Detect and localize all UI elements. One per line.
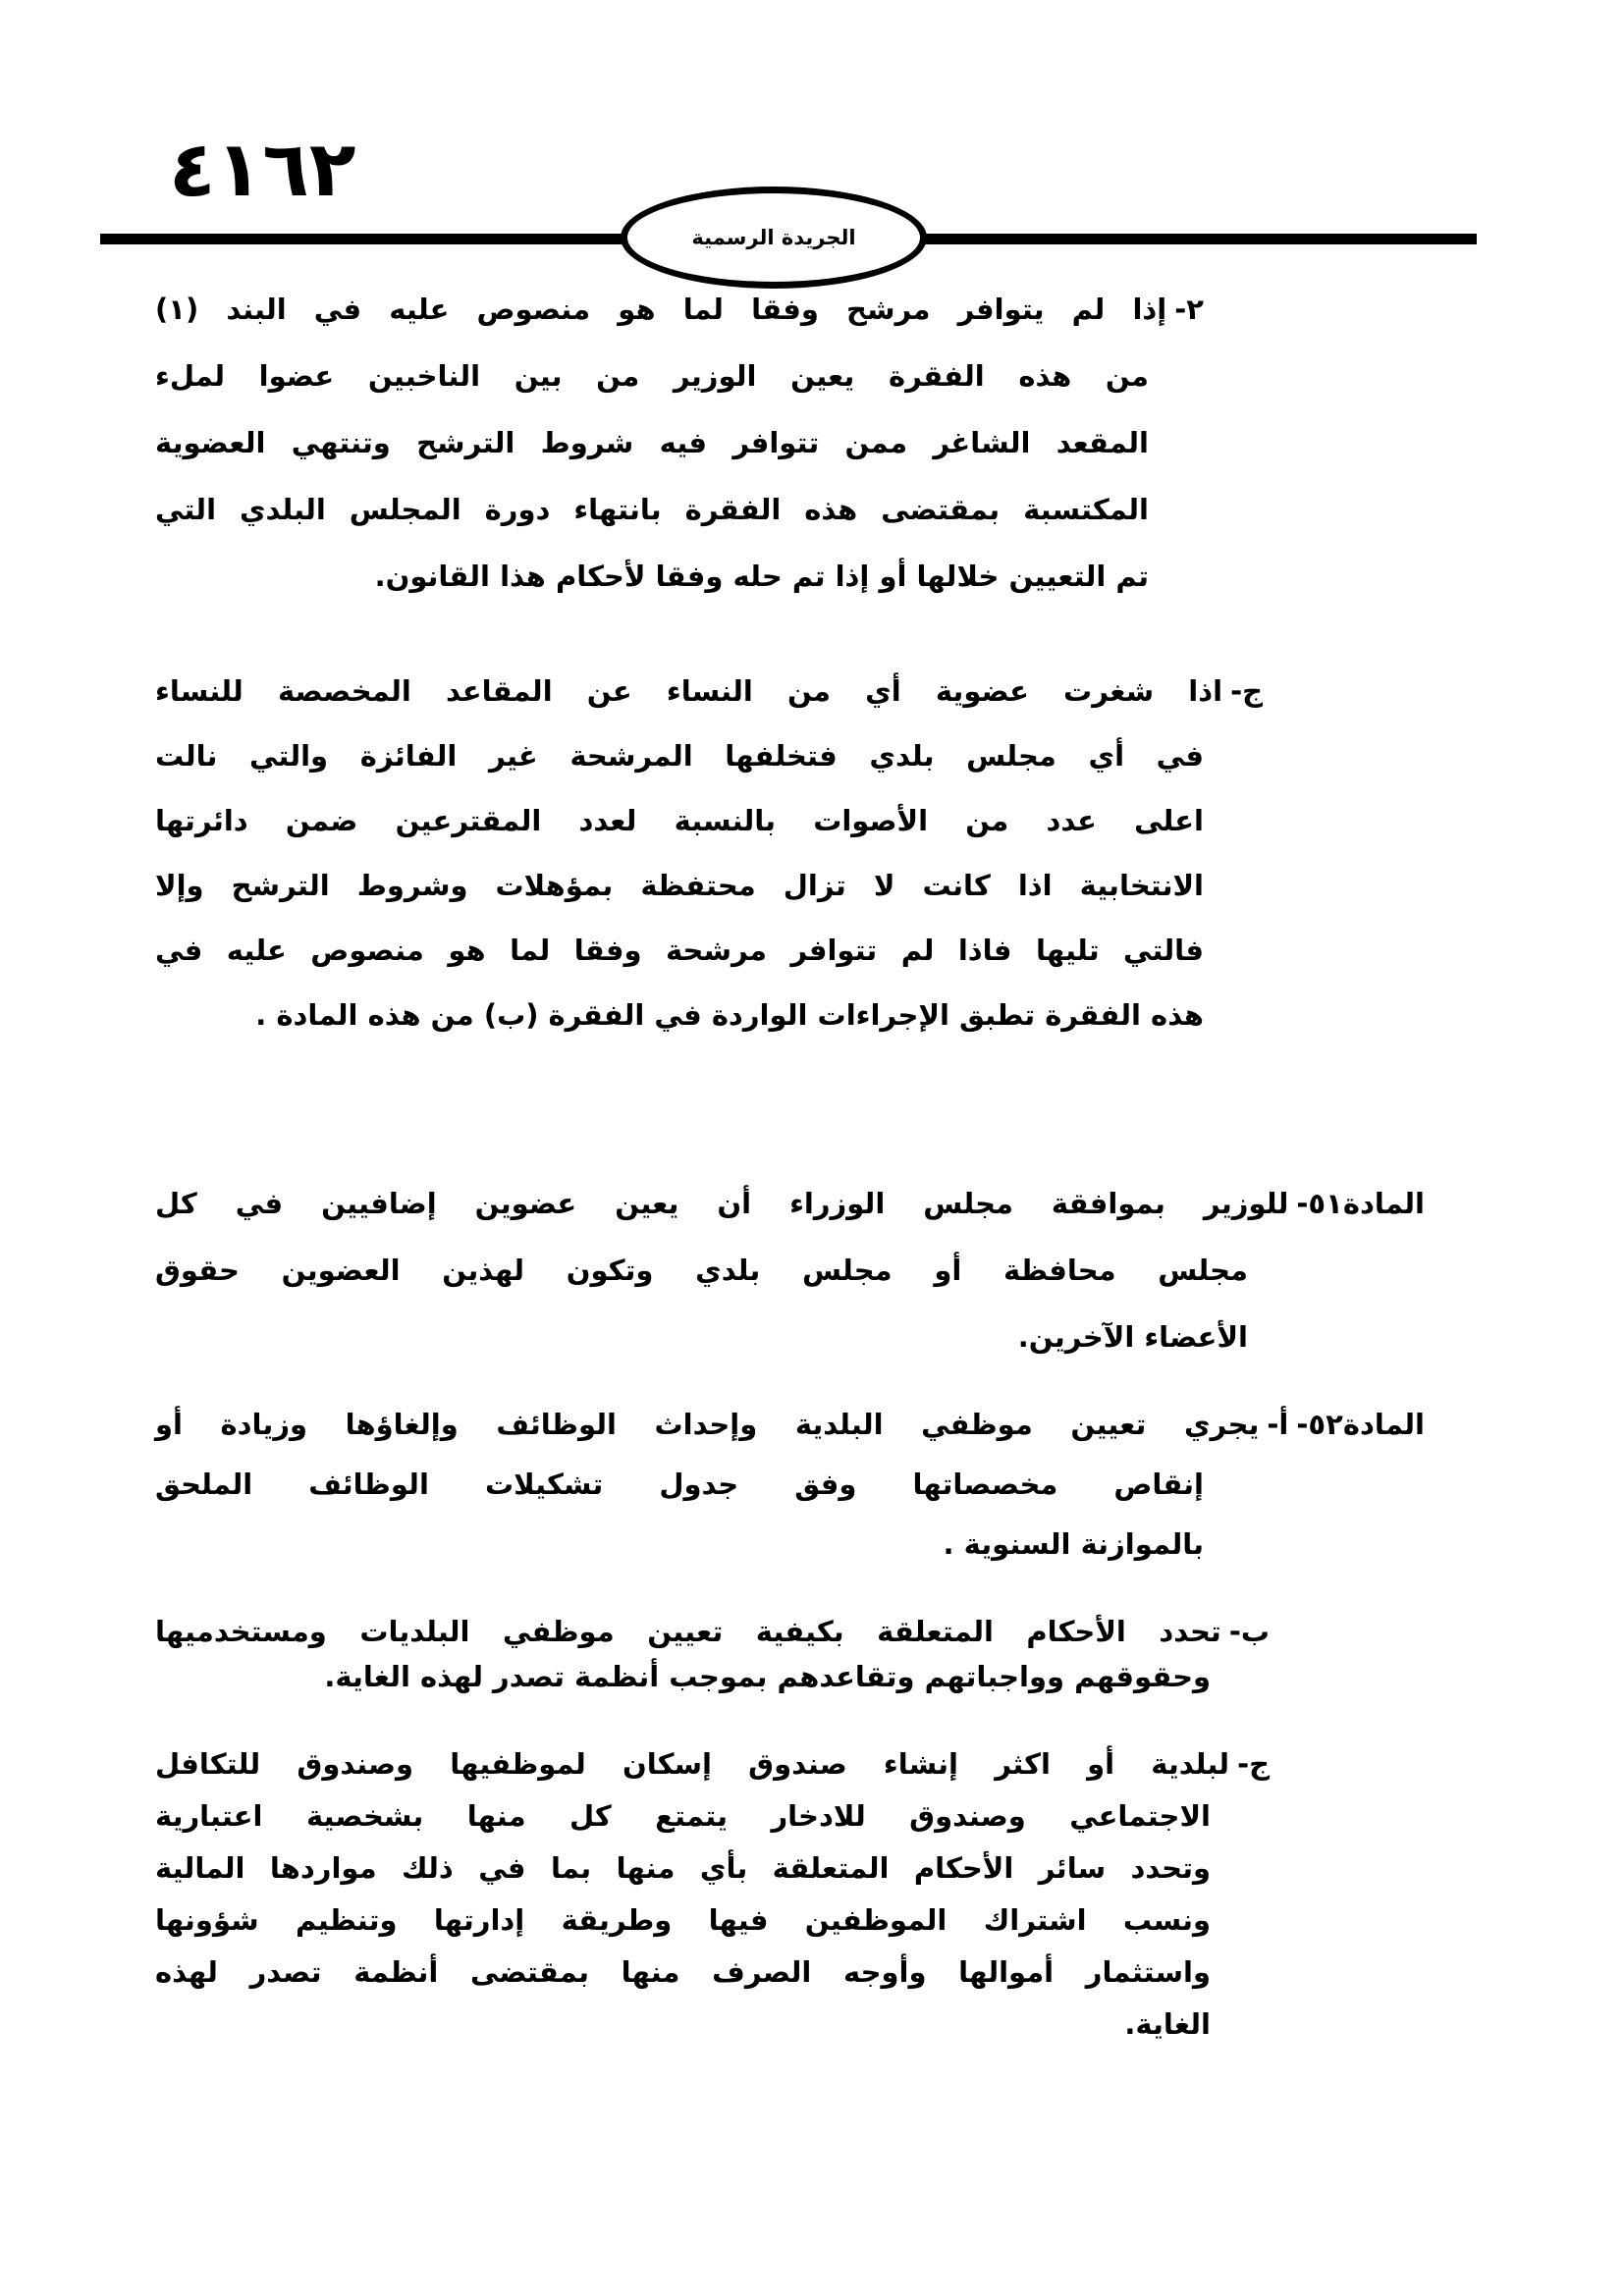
clause-label: ج- (1230, 674, 1263, 708)
clause-j-line (155, 995, 1204, 1035)
article-52-j-line (155, 2004, 1211, 2044)
article-52-a-line (155, 1405, 1425, 1444)
article-52-j-line (155, 1744, 1270, 1784)
line-text: وحقوقهم وواجباتهم وتقاعدهم بموجب أنظمة تصدر لهذه الغاية. (324, 1660, 1211, 1693)
clause-2-line (155, 356, 1149, 396)
line-text: ونسب اشتراك الموظفين فيها وطريقة إدارتها وتنظيم شؤونها (155, 1903, 1211, 1937)
article-51-line (155, 1184, 1425, 1223)
line-text: تم التعيين خلالها أو إذا تم حله وفقا لأحكام هذا القانون. (374, 560, 1149, 593)
clause-j-line (155, 866, 1204, 905)
article-52-a-line (155, 1524, 1204, 1564)
line-text: لبلدية أو اكثر إنشاء صندوق إسكان لموظفيها وصندوق للتكافل (155, 1747, 1230, 1781)
line-text: للوزير بموافقة مجلس الوزراء أن يعين عضوين إضافيين في كل (155, 1187, 1289, 1220)
line-text: بالموازنة السنوية . (943, 1527, 1204, 1561)
line-text: وتحدد سائر الأحكام المتعلقة بأي منها بما في ذلك مواردها المالية (155, 1851, 1211, 1885)
clause-j-line (155, 801, 1204, 840)
article-52-b-line (155, 1657, 1211, 1696)
clause-label: ج- (1237, 1747, 1270, 1781)
line-text: فالتي تليها فاذا لم تتوافر مرشحة وفقا لما هو منصوص عليه في (155, 934, 1204, 967)
clause-j-line (155, 736, 1204, 775)
article-number-label: المادة٥٢- (1296, 1408, 1425, 1441)
article-52-j-line (155, 1796, 1211, 1836)
line-text: الأعضاء الآخرين. (1017, 1320, 1248, 1354)
line-text: يجري تعيين موظفي البلدية وإحداث الوظائف وإلغاؤها وزيادة أو (155, 1408, 1260, 1441)
line-text: الانتخابية اذا كانت لا تزال محتفظة بمؤهلات وشروط الترشح وإلا (155, 869, 1204, 902)
clause-2-line (155, 423, 1149, 462)
article-52-j-line (155, 1848, 1211, 1888)
line-text: هذه الفقرة تطبق الإجراءات الواردة في الفقرة (ب) من هذه المادة . (255, 998, 1204, 1032)
article-52-b-line (155, 1612, 1270, 1651)
line-text: المكتسبة بمقتضى هذه الفقرة بانتهاء دورة المجلس البلدي التي (155, 493, 1149, 526)
clause-j-line (155, 931, 1204, 970)
header-oval-emblem (621, 187, 927, 289)
line-text: مجلس محافظة أو مجلس بلدي وتكون لهذين العضوين حقوق (155, 1254, 1248, 1287)
article-52-j-line (155, 1952, 1211, 1992)
clause-label: أ- (1267, 1408, 1289, 1441)
line-text: المقعد الشاغر ممن تتوافر فيه شروط الترشح وتنتهي العضوية (155, 426, 1149, 459)
line-text: في أي مجلس بلدي فتخلفها المرشحة غير الفائزة والتي نالت (155, 739, 1204, 773)
line-text: تحدد الأحكام المتعلقة بكيفية تعيين موظفي البلديات ومستخدميها (155, 1615, 1221, 1648)
article-52-a-line (155, 1465, 1204, 1504)
line-text: الغاية. (1124, 2007, 1211, 2041)
publication-title: الجريدة الرسمية (691, 226, 856, 249)
article-51-line (155, 1317, 1248, 1357)
clause-j-line (155, 671, 1263, 711)
line-text: إذا لم يتوافر مرشح وفقا لما هو منصوص عليه في البند (١) (155, 293, 1167, 326)
page-number: ٤١٦٢ (169, 126, 356, 214)
article-51-line (155, 1251, 1248, 1290)
line-text: اعلى عدد من الأصوات بالنسبة لعدد المقترعين ضمن دائرتها (155, 804, 1204, 837)
clause-2-line (155, 490, 1149, 529)
clause-label: المادة٥١- (1296, 1187, 1425, 1220)
line-text: اذا شغرت عضوية أي من النساء عن المقاعد المخصصة للنساء (155, 674, 1223, 708)
article-52-j-line (155, 1900, 1211, 1940)
clause-label: ب- (1228, 1615, 1270, 1648)
clause-2-line (155, 557, 1149, 596)
line-text: من هذه الفقرة يعين الوزير من بين الناخبين عضوا لملء (155, 359, 1149, 393)
line-text: إنقاص مخصصاتها وفق جدول تشكيلات الوظائف الملحق (155, 1468, 1204, 1501)
clause-label: ٢- (1174, 293, 1204, 326)
clause-2-line (155, 290, 1204, 329)
line-text: واستثمار أموالها وأوجه الصرف منها بمقتضى أنظمة تصدر لهذه (155, 1955, 1211, 1989)
line-text: الاجتماعي وصندوق للادخار يتمتع كل منها بشخصية اعتبارية (155, 1799, 1211, 1833)
